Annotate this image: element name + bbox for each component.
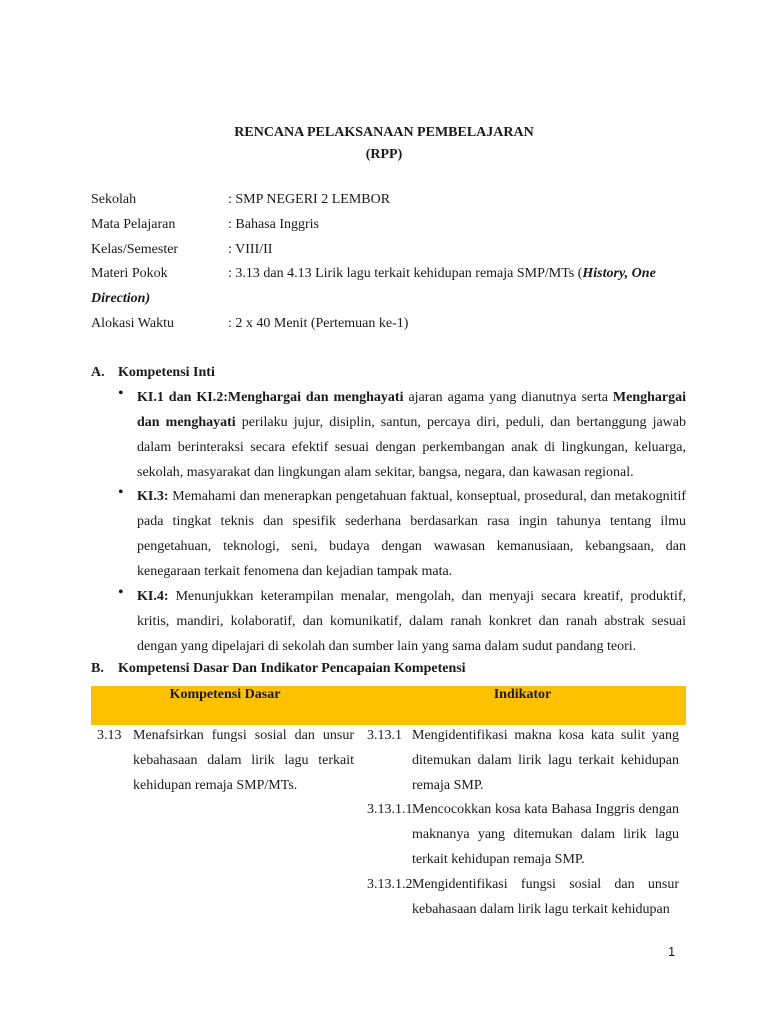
bullet-text: KI.3: Memahami dan menerapkan pengetahuan faktual, konseptual, prosedural, dan metakognitif pada tingkat teknis dan spesifik sederhana berdasarkan rasa ingin tahunya tentang ilmu pengetahuan, teknologi, seni, budaya dengan wawasan kemanusiaan, kebangsaan, dan kenegaraan terkait fenomena dan kejadian tampak mata. — [137, 489, 686, 579]
section-b-heading — [91, 661, 466, 677]
header-kd: Kompetensi Dasar — [169, 687, 281, 702]
header-indicator: Indikator — [493, 687, 552, 702]
indicator-text: Mengidentifikasi makna kosa kata sulit yang ditemukan dalam lirik lagu terkait kehidupan remaja SMP. — [412, 728, 679, 793]
kd-number: 3.13 — [97, 728, 122, 743]
bullet-icon: • — [118, 385, 124, 402]
info-value: : VIII/II — [228, 242, 273, 257]
info-value-wrap: Direction) — [91, 291, 151, 306]
info-label: Sekolah — [91, 192, 137, 207]
document-subtitle: (RPP) — [365, 147, 403, 162]
bullet-icon: • — [118, 484, 124, 501]
indicator-number: 3.13.1.1 — [367, 802, 413, 817]
kd-text: Menafsirkan fungsi sosial dan unsur kebahasaan dalam lirik lagu terkait kehidupan remaja SMP/MTs. — [133, 728, 354, 793]
table-header — [91, 686, 686, 725]
info-value — [228, 266, 656, 282]
info-label: Materi Pokok — [91, 266, 168, 281]
indicator-text: Mengidentifikasi fungsi sosial dan unsur kebahasaan dalam lirik lagu terkait kehidupan — [412, 877, 679, 917]
info-value: : 2 x 40 Menit (Pertemuan ke-1) — [228, 316, 409, 331]
section-title: Kompetensi Inti — [118, 365, 215, 380]
bullet-text: KI.4: Menunjukkan keterampilan menalar, mengolah, dan menyaji secara kreatif, produktif, kritis, mandiri, kolaboratif, dan komunikatif, dalam ranah konkret dan ranah abstrak sesuai dengan yang dipelajari di sekolah dan sumber lain yang sama dalam sudut pandang teori. — [137, 589, 686, 654]
document-title: RENCANA PELAKSANAAN PEMBELAJARAN — [234, 125, 534, 140]
info-value: : Bahasa Inggris — [228, 217, 319, 232]
indicator-number: 3.13.1 — [367, 728, 402, 743]
section-letter: B. — [91, 661, 104, 676]
section-title: Kompetensi Dasar Dan Indikator Pencapaian Kompetensi — [118, 661, 466, 676]
indicator-text: Mencocokkan kosa kata Bahasa Inggris dengan maknanya yang ditemukan dalam lirik lagu terkait kehidupan remaja SMP. — [412, 802, 679, 867]
info-value-text: : 3.13 dan 4.13 Lirik lagu terkait kehidupan remaja SMP/MTs ( — [228, 266, 583, 281]
info-label: Mata Pelajaran — [91, 217, 176, 232]
bullet-text: KI.1 dan KI.2:Menghargai dan menghayati ajaran agama yang dianutnya serta Menghargai dan menghayati perilaku jujur, disiplin, santun, percaya diri, peduli, dan bertanggung jawab dalam berinteraksi secara efektif sesuai dengan perkembangan anak di lingkungan, keluarga, sekolah, masyarakat dan lingkungan alam sekitar, bangsa, negara, dan kawasan regional. — [137, 390, 686, 480]
section-letter: A. — [91, 365, 105, 380]
page-number: 1 — [668, 944, 676, 959]
info-label: Kelas/Semester — [91, 242, 179, 257]
section-a-heading — [91, 365, 215, 381]
info-label: Alokasi Waktu — [91, 316, 174, 331]
indicator-number: 3.13.1.2 — [367, 877, 413, 892]
info-value: : SMP NEGERI 2 LEMBOR — [228, 192, 391, 207]
bullet-icon: • — [118, 584, 124, 601]
info-value-italic: History, One — [582, 266, 656, 281]
